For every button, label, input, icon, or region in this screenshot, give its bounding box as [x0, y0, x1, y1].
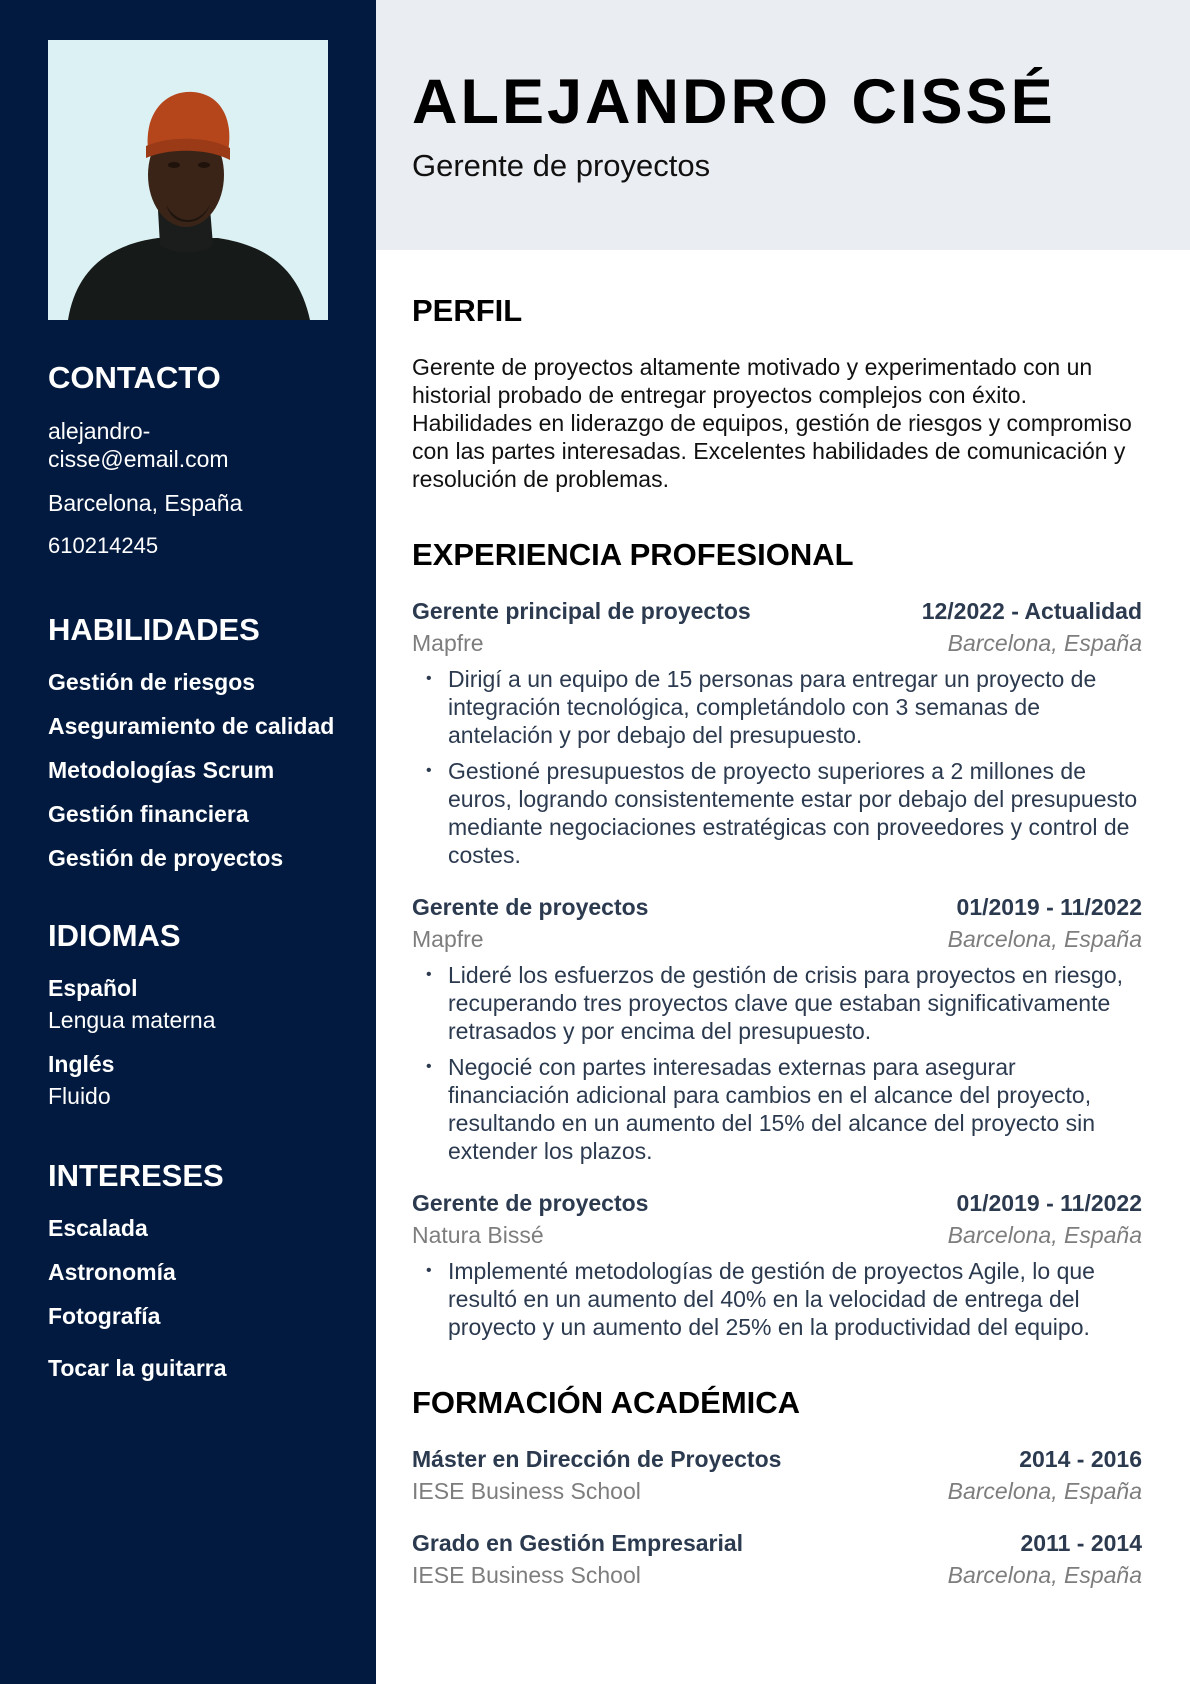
- job-title: Gerente principal de proyectos: [412, 598, 751, 624]
- entry-sub-row: [412, 1561, 1142, 1593]
- interest-item: Astronomía: [48, 1259, 176, 1285]
- bullet-item: • Negocié con partes interesadas externas para asegurar financiación adicional para cambios en el alcance del proyecto, resultando en un aumento del 15% del alcance del proyecto sin extender los plazos.: [412, 1053, 1142, 1165]
- contact-section: [48, 360, 348, 560]
- portrait-image: [48, 40, 328, 320]
- sidebar: [0, 0, 376, 1684]
- education-entry: [412, 1529, 1142, 1593]
- entry-header-row: [412, 1445, 1142, 1477]
- company-name: Natura Bissé: [412, 1222, 544, 1248]
- company-name: Mapfre: [412, 926, 484, 952]
- contact-email[interactable]: [48, 417, 348, 473]
- bullet-list: [412, 1257, 1142, 1341]
- skill-item: Gestión de proyectos: [48, 845, 284, 871]
- experience-entry: [412, 1189, 1142, 1349]
- interest-item: Tocar la guitarra: [48, 1355, 227, 1381]
- job-location: Barcelona, España: [947, 926, 1142, 952]
- languages-heading: IDIOMAS: [48, 918, 181, 953]
- interest-item: Fotografía: [48, 1303, 161, 1329]
- profile-heading: PERFIL: [412, 293, 523, 328]
- entry-header-row: [412, 1189, 1142, 1221]
- language-name: Español: [48, 975, 138, 1001]
- job-location: Barcelona, España: [947, 1222, 1142, 1248]
- interests-heading: INTERESES: [48, 1158, 224, 1193]
- entry-header-row: [412, 1529, 1142, 1561]
- job-location: Barcelona, España: [947, 630, 1142, 656]
- job-dates: 01/2019 - 11/2022: [956, 894, 1142, 920]
- candidate-title: Gerente de proyectos: [412, 148, 711, 183]
- bullet-item: • Implementé metodologías de gestión de proyectos Agile, lo que resultó en un aumento del 40% en la velocidad de entrega del proyecto y un aumento del 25% en la productividad del equipo.: [412, 1257, 1142, 1341]
- degree-dates: 2014 - 2016: [1019, 1446, 1142, 1472]
- email-line-2: cisse@email.com: [48, 446, 229, 472]
- entry-sub-row: [412, 629, 1142, 661]
- bullet-item: • Lideré los esfuerzos de gestión de crisis para proyectos en riesgo, recuperando tres proyectos clave que estaban significativamente retrasados y por encima del presupuesto.: [412, 961, 1142, 1045]
- skill-item: Metodologías Scrum: [48, 757, 275, 783]
- experience-entry: [412, 597, 1142, 877]
- profile-text: Gerente de proyectos altamente motivado y experimentado con un historial probado de entregar proyectos complejos con éxito. Habilidades en liderazgo de equipos, gestión de riesgos y compromiso con las partes interesadas. Excelentes habilidades de comunicación y resolución de problemas.: [412, 354, 1132, 492]
- contact-phone[interactable]: 610214245: [48, 533, 159, 558]
- school-name: IESE Business School: [412, 1478, 641, 1504]
- candidate-name: ALEJANDRO CISSÉ: [412, 67, 1056, 137]
- skill-item: Gestión de riesgos: [48, 669, 256, 695]
- job-dates: 12/2022 - Actualidad: [921, 598, 1142, 624]
- contact-heading: CONTACTO: [48, 360, 221, 395]
- email-line-1: alejandro-: [48, 418, 151, 444]
- bullet-list: [412, 665, 1142, 869]
- entry-header-row: [412, 597, 1142, 629]
- languages-section: [48, 918, 348, 1118]
- experience-entry: [412, 893, 1142, 1173]
- language-level: Lengua materna: [48, 1007, 216, 1033]
- skill-item: Gestión financiera: [48, 801, 249, 827]
- job-dates: 01/2019 - 11/2022: [956, 1190, 1142, 1216]
- company-name: Mapfre: [412, 630, 484, 656]
- interests-section: [48, 1158, 348, 1398]
- bullet-item: • Gestioné presupuestos de proyecto superiores a 2 millones de euros, logrando consistentemente estar por debajo del presupuesto mediante negociaciones estratégicas con proveedores y control de costes.: [412, 757, 1142, 869]
- job-title: Gerente de proyectos: [412, 894, 649, 920]
- language-name: Inglés: [48, 1051, 115, 1077]
- school-location: Barcelona, España: [947, 1562, 1142, 1588]
- skills-heading: HABILIDADES: [48, 612, 260, 647]
- entry-sub-row: [412, 1477, 1142, 1509]
- school-name: IESE Business School: [412, 1562, 641, 1588]
- school-location: Barcelona, España: [947, 1478, 1142, 1504]
- skills-section: [48, 612, 348, 872]
- resume-header: [376, 0, 1190, 250]
- education-entry: [412, 1445, 1142, 1509]
- bullet-item: • Dirigí a un equipo de 15 personas para entregar un proyecto de integración tecnológica, completándolo con 3 semanas de antelación y por debajo del presupuesto.: [412, 665, 1142, 749]
- degree-title: Grado en Gestión Empresarial: [412, 1530, 744, 1556]
- language-level: Fluido: [48, 1083, 111, 1109]
- skill-item: Aseguramiento de calidad: [48, 713, 335, 739]
- experience-heading: EXPERIENCIA PROFESIONAL: [412, 537, 854, 572]
- entry-header-row: [412, 893, 1142, 925]
- bullet-list: [412, 961, 1142, 1165]
- interest-item: Escalada: [48, 1215, 148, 1241]
- degree-title: Máster en Dirección de Proyectos: [412, 1446, 782, 1472]
- degree-dates: 2011 - 2014: [1020, 1530, 1142, 1556]
- entry-sub-row: [412, 925, 1142, 957]
- profile-photo: [48, 40, 328, 320]
- contact-location: Barcelona, España: [48, 490, 243, 516]
- entry-sub-row: [412, 1221, 1142, 1253]
- job-title: Gerente de proyectos: [412, 1190, 649, 1216]
- education-heading: FORMACIÓN ACADÉMICA: [412, 1385, 801, 1420]
